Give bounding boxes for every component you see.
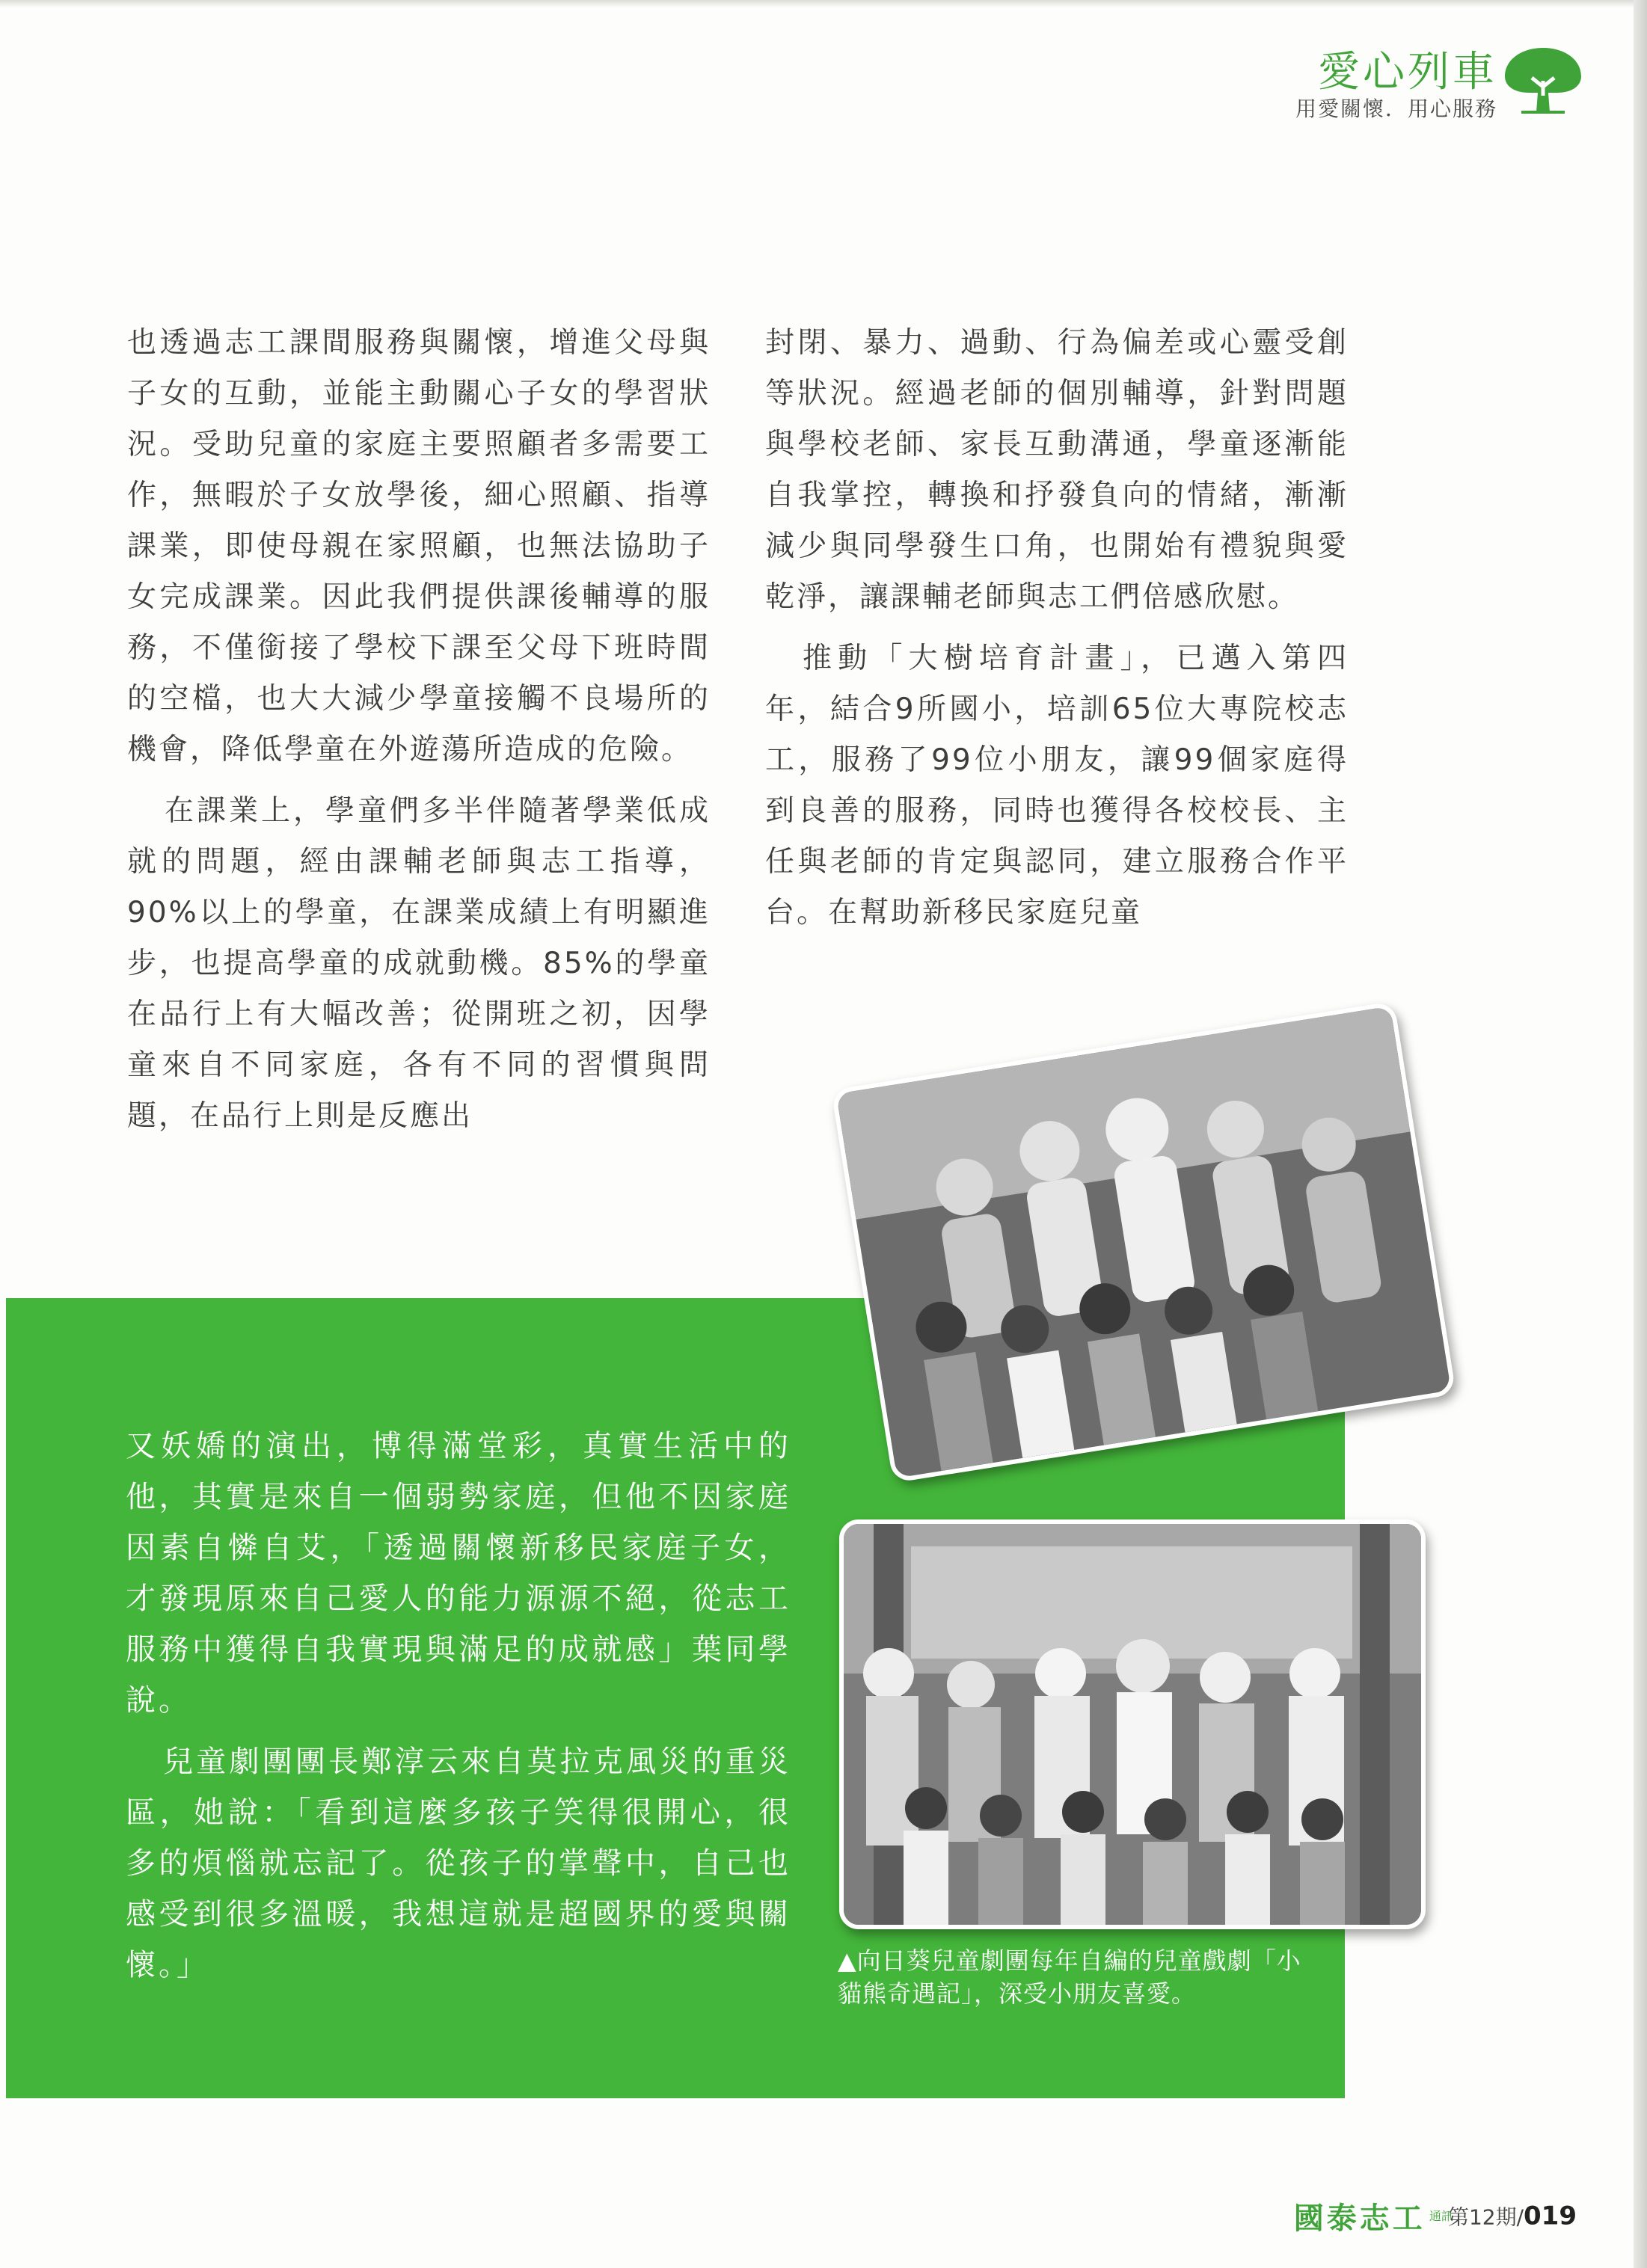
photo-caption: ▲向日葵兒童劇團每年自編的兒童戲劇「小貓熊奇遇記」，深受小朋友喜愛。 — [838, 1946, 1301, 2008]
footer-logo-small: 通訊 — [1429, 2208, 1453, 2223]
right-paragraph-2: 推動「大樹培育計畫」，已邁入第四年，結合9所國小，培訓65位大專院校志工，服務了99位小朋友，讓99個家庭得到良善的服務，同時也獲得各校校長、主任與老師的肯定與認同，建立服務合作平台。在幫助新移民家庭兒童 — [765, 642, 1349, 929]
section-subtitle: 用愛關懷．用心服務 — [1295, 96, 1497, 121]
footer-logo: 國泰志工 — [1293, 2201, 1426, 2236]
footer-issue: 第12期/ — [1447, 2204, 1524, 2230]
right-column — [765, 318, 1349, 938]
page-right-edge — [1634, 0, 1647, 2268]
left-paragraph-1: 也透過志工課間服務與關懷，增進父母與子女的互動，並能主動關心子女的學習狀況。受助兒童的家庭主要照顧者多需要工作，無暇於子女放學後，細心照顧、指導課業，即使母親在家照顧，也無法協助子女完成課業。因此我們提供課後輔導的服務，不僅銜接了學校下課至父母下班時間的空檔，也大大減少學童接觸不良場所的機會，降低學童在外遊蕩所造成的危險。 — [127, 326, 711, 766]
photo-children-stage — [831, 1001, 1456, 1484]
left-column — [127, 318, 711, 1142]
photo-group-stage — [839, 1519, 1426, 1929]
page-top-edge — [0, 0, 1647, 7]
green-paragraph-2: 兒童劇團團長鄭淳云來自莫拉克風災的重災區，她說：「看到這麼多孩子笑得很開心，很多的煩惱就忘記了。從孩子的掌聲中，自己也感受到很多溫暖，我想這就是超國界的愛與關懷。」 — [126, 1745, 791, 1982]
section-title: 愛心列車 — [1318, 48, 1497, 96]
right-paragraph-1: 封閉、暴力、過動、行為偏差或心靈受創等狀況。經過老師的個別輔導，針對問題與學校老師、家長互動溝通，學童逐漸能自我掌控，轉換和抒發負向的情緒，漸漸減少與同學發生口角，也開始有禮貌與愛乾淨，讓課輔老師與志工們倍感欣慰。 — [765, 326, 1349, 614]
green-paragraph-1: 又妖嬌的演出，博得滿堂彩，真實生活中的他，其實是來自一個弱勢家庭，但他不因家庭因素自憐自艾，「透過關懷新移民家庭子女，才發現原來自己愛人的能力源源不絕，從志工服務中獲得自我實現與滿足的成就感」葉同學說。 — [126, 1429, 791, 1718]
page-footer — [1293, 2195, 1577, 2236]
green-box-text — [126, 1421, 791, 1991]
section-header — [1213, 39, 1587, 121]
left-paragraph-2: 在課業上，學童們多半伴隨著學業低成就的問題，經由課輔老師與志工指導，90%以上的學童，在課業成績上有明顯進步，也提高學童的成就動機。85%的學童在品行上有大幅改善；從開班之初，因學童來自不同家庭，各有不同的習慣與問題，在品行上則是反應出 — [127, 794, 711, 1133]
page-number: 019 — [1524, 2201, 1577, 2231]
tree-icon — [1499, 43, 1587, 115]
